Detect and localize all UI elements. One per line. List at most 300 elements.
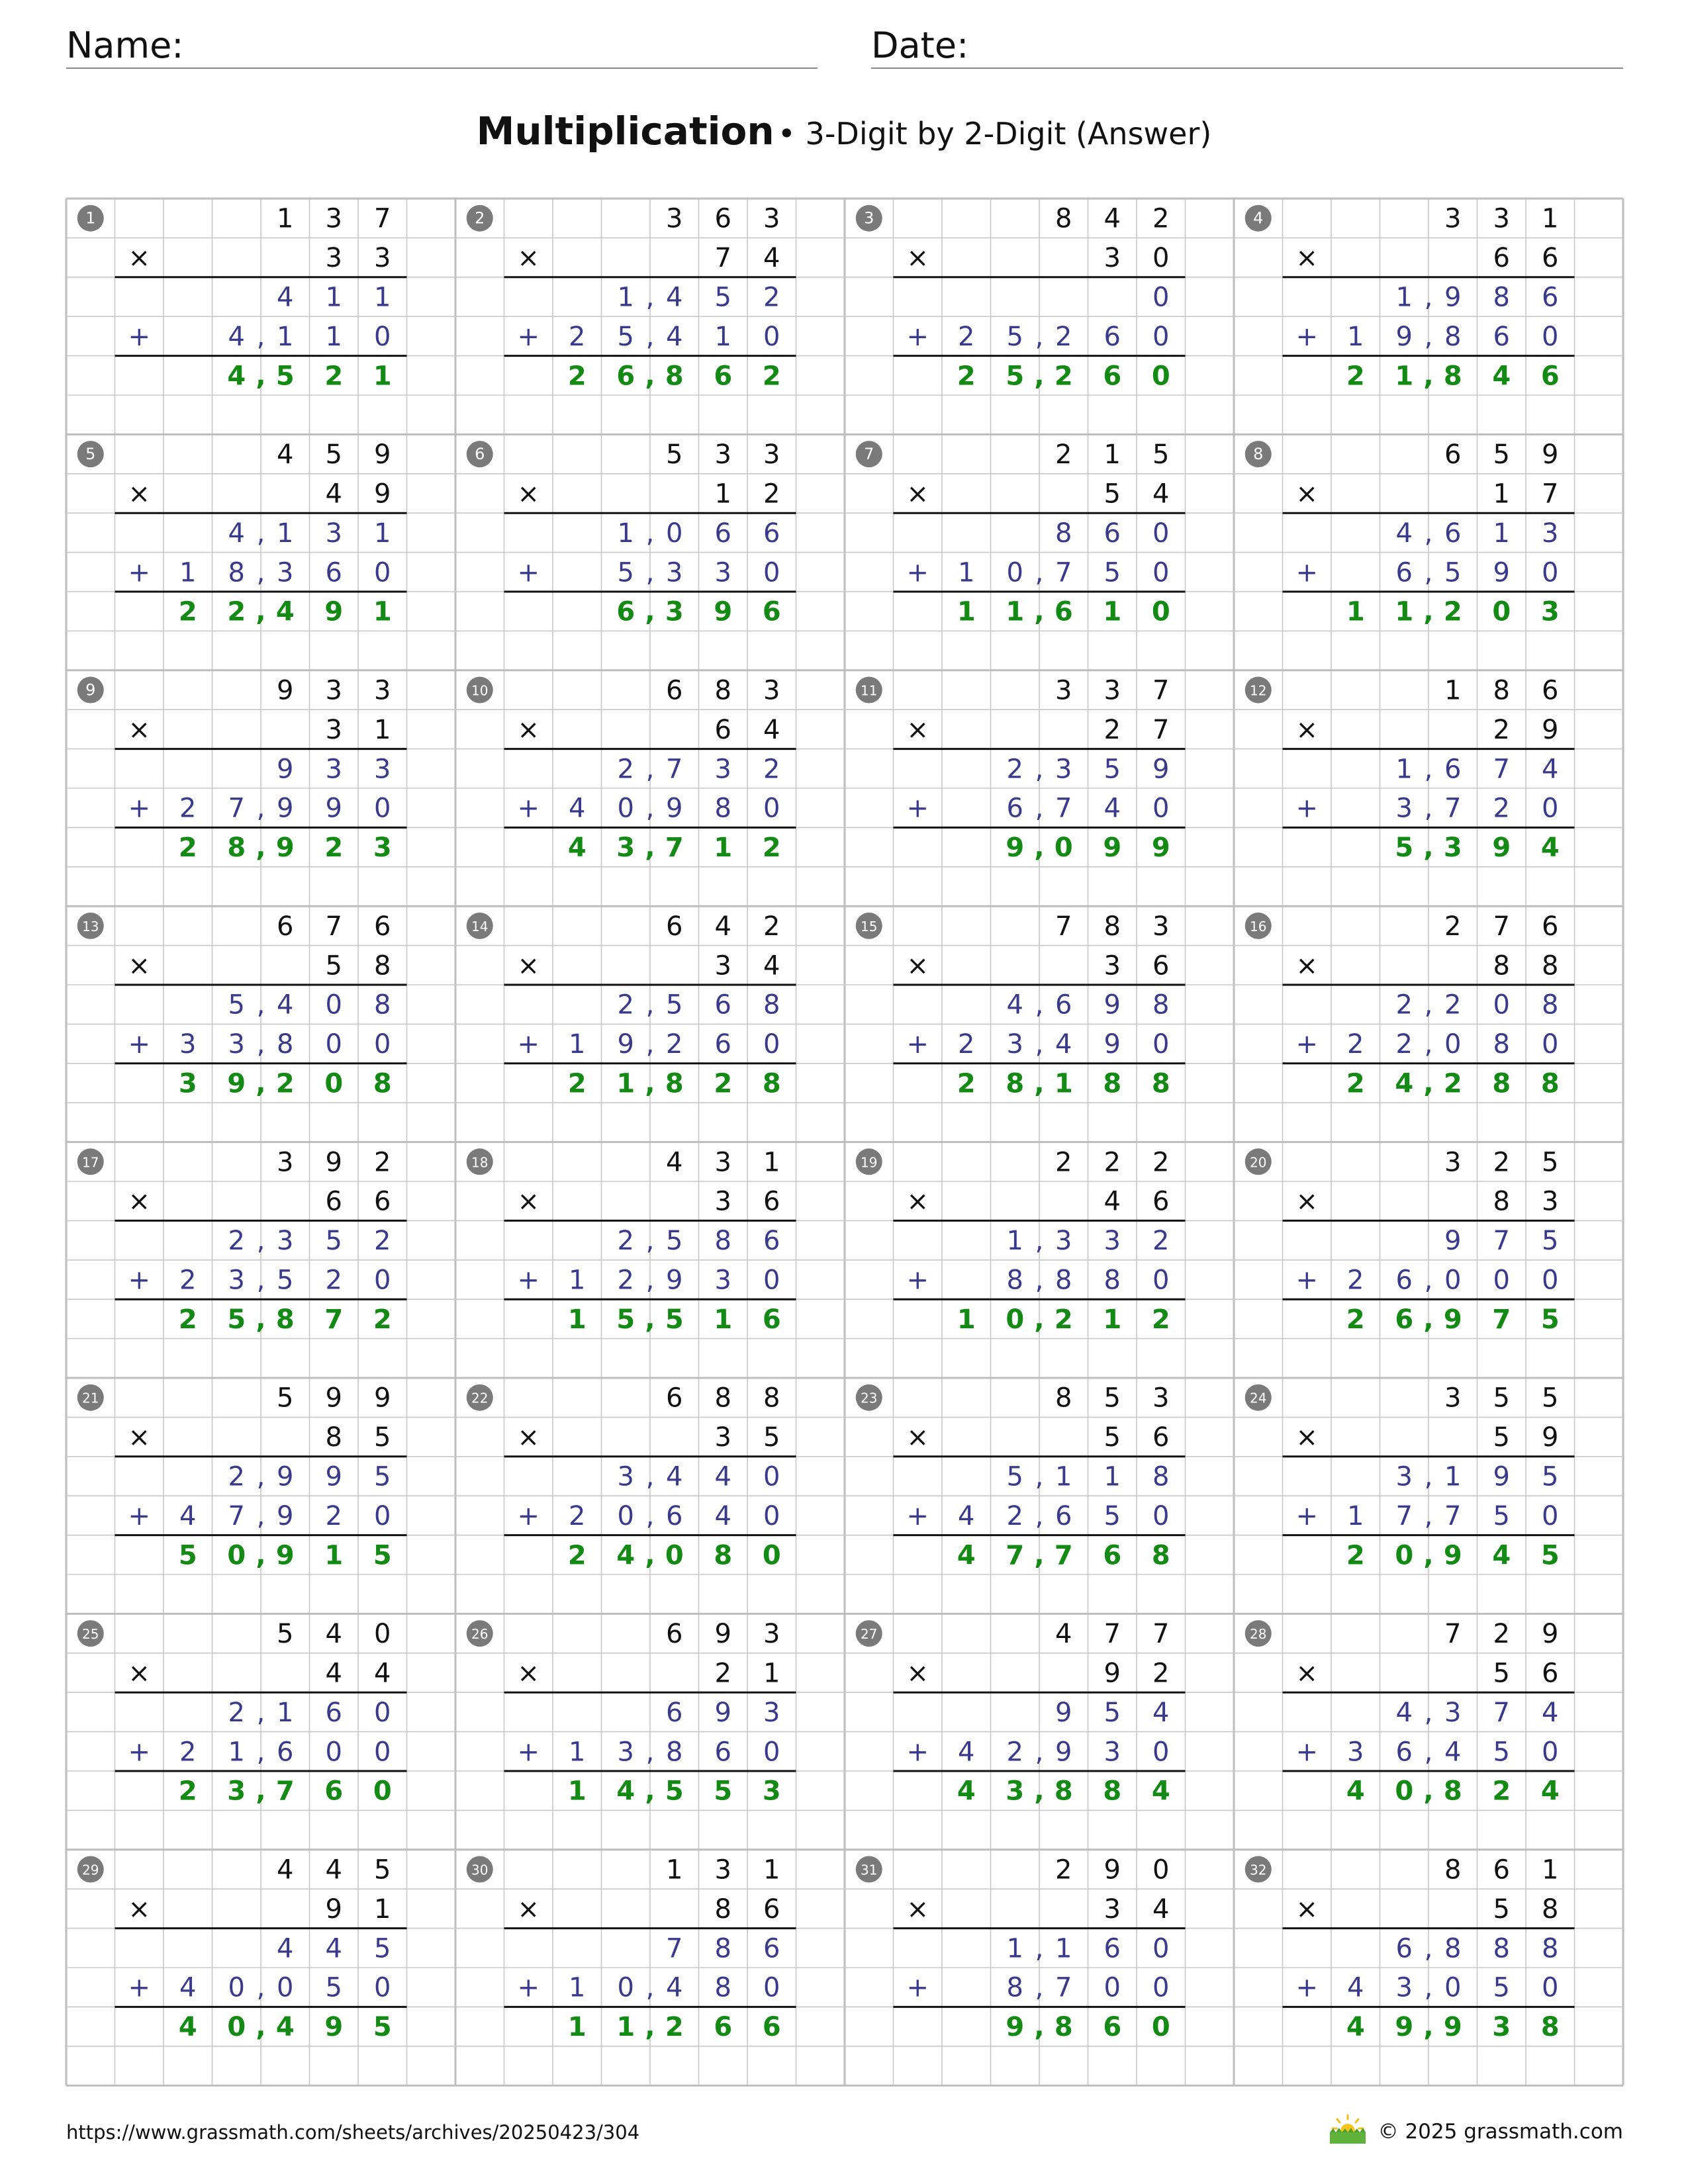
partial-product-digit: 2 bbox=[569, 1500, 586, 1531]
times-sign: × bbox=[1295, 1186, 1319, 1217]
answer-digit: 4 bbox=[957, 1776, 976, 1807]
multiplicand-digit: 3 bbox=[1152, 1383, 1170, 1414]
partial-product-digit-comma: , bbox=[645, 1972, 655, 2003]
answer-digit: 0 bbox=[324, 1068, 344, 1099]
partial-product-digit: 4 bbox=[958, 1737, 975, 1768]
partial-product-digit: 0 bbox=[1103, 1972, 1121, 2003]
answer-digit: 0 bbox=[1492, 596, 1511, 627]
multiplicand-digit: 3 bbox=[763, 675, 780, 706]
multiplicand-digit: 6 bbox=[666, 675, 683, 706]
partial-product-digit: 4 bbox=[179, 1972, 197, 2003]
multiplicand-digit: 2 bbox=[374, 1147, 391, 1178]
answer-digit: 2 bbox=[324, 361, 344, 392]
partial-product-digit: 7 bbox=[1493, 1697, 1510, 1728]
partial-product-digit: 0 bbox=[763, 1500, 780, 1531]
answer-digit: 9 bbox=[324, 596, 344, 627]
answer-digit: 1 bbox=[373, 361, 392, 392]
partial-product-digit: 5 bbox=[1493, 1972, 1510, 2003]
multiplicand-digit: 5 bbox=[1493, 439, 1510, 471]
answer-digit: 1 bbox=[373, 596, 392, 627]
answer-digit: 2 bbox=[665, 2012, 684, 2043]
multiplier-digit: 6 bbox=[1152, 950, 1170, 981]
answer-digit: 0 bbox=[1151, 2012, 1170, 2043]
answer-digit: 4 bbox=[1346, 2012, 1365, 2043]
multiplicand-digit: 6 bbox=[1444, 439, 1462, 471]
partial-product-digit: 4 bbox=[179, 1500, 197, 1531]
partial-product-digit: 2 bbox=[958, 321, 975, 352]
partial-product-digit: 4 bbox=[1152, 1697, 1170, 1728]
partial-product-digit: 0 bbox=[1152, 1933, 1170, 1964]
partial-product-digit: 8 bbox=[1006, 1265, 1023, 1296]
partial-product-digit: 7 bbox=[228, 1500, 245, 1531]
multiplier-digit: 6 bbox=[1152, 1186, 1170, 1217]
partial-product-digit: 6 bbox=[714, 1737, 731, 1768]
partial-product-digit: 7 bbox=[1493, 754, 1510, 785]
partial-product-digit: 2 bbox=[228, 1697, 245, 1728]
plus-sign: + bbox=[128, 793, 151, 824]
multiplier-digit: 3 bbox=[1103, 1893, 1121, 1925]
multiplicand-digit: 4 bbox=[325, 1854, 342, 1886]
times-sign: × bbox=[906, 243, 929, 274]
multiplier-digit: 5 bbox=[1493, 1658, 1510, 1689]
partial-product-digit: 0 bbox=[1542, 1737, 1559, 1768]
answer-digit: 7 bbox=[1492, 1304, 1511, 1335]
multiplicand-digit: 6 bbox=[374, 911, 391, 942]
answer-digit: 1 bbox=[714, 1304, 733, 1335]
plus-sign: + bbox=[128, 1737, 151, 1768]
multiplier-digit: 4 bbox=[325, 478, 342, 510]
partial-product-digit: 5 bbox=[325, 1972, 342, 2003]
answer-digit: 3 bbox=[373, 833, 392, 864]
partial-product-digit: 9 bbox=[1395, 321, 1413, 352]
answer-digit: 9 bbox=[275, 833, 295, 864]
multiplicand-digit: 1 bbox=[1542, 1854, 1559, 1886]
multiplicand-digit: 5 bbox=[277, 1619, 294, 1650]
multiplier-digit: 3 bbox=[325, 714, 342, 745]
partial-product-digit: 8 bbox=[666, 1737, 683, 1768]
times-sign: × bbox=[906, 950, 929, 981]
partial-product-digit-comma: , bbox=[256, 321, 265, 352]
partial-product-digit: 5 bbox=[1493, 1737, 1510, 1768]
problem-number: 23 bbox=[861, 1390, 878, 1406]
times-sign: × bbox=[517, 1893, 540, 1925]
partial-product-digit: 5 bbox=[1103, 1500, 1121, 1531]
partial-product-digit: 2 bbox=[666, 1029, 683, 1060]
partial-product-digit: 1 bbox=[179, 557, 197, 588]
answer-digit: 5 bbox=[616, 1304, 635, 1335]
partial-product-digit: 8 bbox=[1152, 989, 1170, 1021]
name-label: Name: bbox=[66, 24, 184, 66]
answer-digit: 2 bbox=[373, 1304, 392, 1335]
partial-product-digit: 5 bbox=[1103, 557, 1121, 588]
answer-digit: 1 bbox=[1103, 596, 1122, 627]
answer-digit: 5 bbox=[665, 1776, 684, 1807]
multiplicand-digit: 3 bbox=[1444, 203, 1462, 234]
plus-sign: + bbox=[128, 557, 151, 588]
partial-product-digit-comma: , bbox=[1035, 1737, 1044, 1768]
partial-product-digit: 3 bbox=[666, 557, 683, 588]
partial-product-digit: 0 bbox=[277, 1972, 294, 2003]
multiplier-digit: 5 bbox=[1493, 1422, 1510, 1453]
partial-product-digit: 0 bbox=[1152, 793, 1170, 824]
partial-product-digit-comma: , bbox=[1035, 1972, 1044, 2003]
multiplicand-digit: 2 bbox=[763, 911, 780, 942]
partial-product-digit: 0 bbox=[1493, 1265, 1510, 1296]
multiplicand-digit: 9 bbox=[1542, 439, 1559, 471]
times-sign: × bbox=[906, 1658, 929, 1689]
answer-digit: 5 bbox=[1540, 1540, 1560, 1571]
plus-sign: + bbox=[128, 1500, 151, 1531]
plus-sign: + bbox=[906, 793, 929, 824]
partial-product-digit: 8 bbox=[714, 793, 731, 824]
answer-digit: 2 bbox=[1346, 1304, 1365, 1335]
plus-sign: + bbox=[1295, 793, 1319, 824]
multiplier-digit: 9 bbox=[1103, 1658, 1121, 1689]
partial-product-digit: 4 bbox=[714, 1500, 731, 1531]
partial-product-digit: 6 bbox=[763, 1226, 780, 1257]
partial-product-digit: 6 bbox=[1542, 282, 1559, 313]
partial-product-digit: 2 bbox=[1395, 989, 1413, 1021]
partial-product-digit: 8 bbox=[1493, 282, 1510, 313]
plus-sign: + bbox=[517, 321, 540, 352]
multiplier-digit: 2 bbox=[714, 1658, 731, 1689]
answer-digit: 2 bbox=[1443, 596, 1462, 627]
answer-digit: 7 bbox=[665, 833, 684, 864]
answer-digit: 2 bbox=[1346, 1540, 1365, 1571]
answer-digit: 7 bbox=[275, 1776, 295, 1807]
answer-digit: 2 bbox=[178, 1776, 197, 1807]
partial-product-digit: 6 bbox=[1395, 557, 1413, 588]
partial-product-digit: 3 bbox=[1395, 793, 1413, 824]
times-sign: × bbox=[517, 1186, 540, 1217]
multiplier-digit: 6 bbox=[325, 1186, 342, 1217]
partial-product-digit: 2 bbox=[325, 1265, 342, 1296]
partial-product-digit: 4 bbox=[325, 1933, 342, 1964]
multiplier-digit: 4 bbox=[325, 1658, 342, 1689]
partial-product-digit: 9 bbox=[277, 1461, 294, 1492]
multiplicand-digit: 3 bbox=[714, 439, 731, 471]
answer-digit-comma: , bbox=[256, 1540, 266, 1571]
answer-digit: 2 bbox=[275, 1068, 295, 1099]
answer-digit: 2 bbox=[1492, 1776, 1511, 1807]
partial-product-digit: 0 bbox=[1152, 1029, 1170, 1060]
partial-product-digit: 8 bbox=[714, 1933, 731, 1964]
multiplier-digit: 2 bbox=[763, 478, 780, 510]
partial-product-digit: 4 bbox=[228, 321, 245, 352]
partial-product-digit: 6 bbox=[714, 518, 731, 549]
partial-product-digit: 2 bbox=[1006, 754, 1023, 785]
partial-product-digit: 0 bbox=[666, 518, 683, 549]
answer-digit: 5 bbox=[665, 1304, 684, 1335]
partial-product-digit-comma: , bbox=[645, 1265, 655, 1296]
answer-digit: 2 bbox=[324, 833, 344, 864]
partial-product-digit: 0 bbox=[325, 1029, 342, 1060]
answer-digit: 1 bbox=[1395, 361, 1414, 392]
partial-product-digit: 2 bbox=[1006, 1500, 1023, 1531]
answer-digit-comma: , bbox=[1423, 361, 1434, 392]
multiplicand-digit: 9 bbox=[1103, 1854, 1121, 1886]
plus-sign: + bbox=[517, 1029, 540, 1060]
multiplier-digit: 3 bbox=[714, 950, 731, 981]
times-sign: × bbox=[517, 243, 540, 274]
partial-product-digit: 5 bbox=[1006, 1461, 1023, 1492]
answer-digit: 8 bbox=[1540, 2012, 1560, 2043]
multiplicand-digit: 0 bbox=[374, 1619, 391, 1650]
multiplicand-digit: 0 bbox=[1152, 1854, 1170, 1886]
multiplicand-digit: 1 bbox=[1103, 439, 1121, 471]
partial-product-digit: 3 bbox=[714, 754, 731, 785]
multiplier-digit: 3 bbox=[714, 1186, 731, 1217]
partial-product-digit-comma: , bbox=[256, 557, 265, 588]
answer-digit-comma: , bbox=[1423, 1776, 1434, 1807]
partial-product-digit: 0 bbox=[228, 1972, 245, 2003]
times-sign: × bbox=[517, 478, 540, 510]
partial-product-digit-comma: , bbox=[645, 754, 655, 785]
multiplicand-digit: 7 bbox=[1152, 1619, 1170, 1650]
answer-digit: 0 bbox=[373, 1776, 392, 1807]
partial-product-digit: 2 bbox=[1395, 1029, 1413, 1060]
multiplicand-digit: 5 bbox=[277, 1383, 294, 1414]
multiplicand-digit: 6 bbox=[1493, 1854, 1510, 1886]
footer-url[interactable]: https://www.grassmath.com/sheets/archives/20250423/304 bbox=[66, 2121, 640, 2144]
multiplier-digit: 9 bbox=[1542, 1422, 1559, 1453]
partial-product-digit: 1 bbox=[228, 1737, 245, 1768]
answer-digit: 4 bbox=[1395, 1068, 1414, 1099]
answer-digit: 9 bbox=[227, 1068, 246, 1099]
answer-digit: 0 bbox=[1395, 1776, 1414, 1807]
partial-product-digit-comma: , bbox=[256, 1697, 265, 1728]
partial-product-digit: 8 bbox=[1055, 518, 1072, 549]
times-sign: × bbox=[517, 1422, 540, 1453]
times-sign: × bbox=[128, 478, 151, 510]
multiplier-digit: 6 bbox=[1493, 243, 1510, 274]
partial-product-digit: 3 bbox=[325, 518, 342, 549]
partial-product-digit: 2 bbox=[1347, 1265, 1364, 1296]
problem-number: 17 bbox=[82, 1154, 99, 1171]
partial-product-digit: 2 bbox=[1347, 1029, 1364, 1060]
multiplicand-digit: 4 bbox=[1103, 203, 1121, 234]
multiplicand-digit: 9 bbox=[374, 439, 391, 471]
answer-digit-comma: , bbox=[645, 361, 655, 392]
partial-product-digit: 9 bbox=[1055, 1737, 1072, 1768]
partial-product-digit: 0 bbox=[617, 793, 634, 824]
partial-product-digit: 9 bbox=[1444, 1226, 1462, 1257]
plus-sign: + bbox=[128, 1972, 151, 2003]
multiplicand-digit: 8 bbox=[1444, 1854, 1462, 1886]
partial-product-digit: 2 bbox=[763, 282, 780, 313]
problem-number: 16 bbox=[1250, 918, 1267, 934]
answer-digit: 9 bbox=[714, 596, 733, 627]
partial-product-digit: 6 bbox=[1395, 1265, 1413, 1296]
answer-digit: 8 bbox=[1151, 1540, 1170, 1571]
partial-product-digit: 0 bbox=[763, 793, 780, 824]
partial-product-digit: 0 bbox=[374, 321, 391, 352]
partial-product-digit: 0 bbox=[1006, 557, 1023, 588]
partial-product-digit-comma: , bbox=[1424, 557, 1433, 588]
answer-digit: 0 bbox=[762, 1540, 781, 1571]
partial-product-digit: 0 bbox=[617, 1972, 634, 2003]
partial-product-digit: 5 bbox=[617, 557, 634, 588]
partial-product-digit-comma: , bbox=[645, 282, 655, 313]
partial-product-digit: 6 bbox=[666, 1697, 683, 1728]
partial-product-digit: 7 bbox=[1493, 1226, 1510, 1257]
multiplier-digit: 4 bbox=[763, 714, 780, 745]
multiplicand-digit: 2 bbox=[1444, 911, 1462, 942]
partial-product-digit: 7 bbox=[1444, 1500, 1462, 1531]
multiplicand-digit: 3 bbox=[325, 203, 342, 234]
answer-digit-comma: , bbox=[645, 2012, 655, 2043]
partial-product-digit-comma: , bbox=[256, 1029, 265, 1060]
multiplicand-digit: 6 bbox=[1542, 911, 1559, 942]
partial-product-digit: 8 bbox=[1542, 989, 1559, 1021]
multiplicand-digit: 6 bbox=[666, 911, 683, 942]
answer-digit: 3 bbox=[1540, 596, 1560, 627]
partial-product-digit: 5 bbox=[1006, 321, 1023, 352]
partial-product-digit: 3 bbox=[1395, 1461, 1413, 1492]
partial-product-digit: 5 bbox=[714, 282, 731, 313]
plus-sign: + bbox=[906, 1029, 929, 1060]
partial-product-digit: 6 bbox=[1395, 1737, 1413, 1768]
partial-product-digit: 0 bbox=[374, 1265, 391, 1296]
partial-product-digit: 1 bbox=[714, 321, 731, 352]
partial-product-digit: 4 bbox=[666, 1972, 683, 2003]
answer-digit-comma: , bbox=[1423, 2012, 1434, 2043]
partial-product-digit: 2 bbox=[1055, 321, 1072, 352]
partial-product-digit: 2 bbox=[1444, 989, 1462, 1021]
answer-digit-comma: , bbox=[1034, 1776, 1045, 1807]
multiplicand-digit: 5 bbox=[1542, 1147, 1559, 1178]
partial-product-digit: 3 bbox=[1006, 1029, 1023, 1060]
partial-product-digit-comma: , bbox=[645, 1500, 655, 1531]
answer-digit: 0 bbox=[227, 1540, 246, 1571]
multiplier-digit: 1 bbox=[763, 1658, 780, 1689]
partial-product-digit-comma: , bbox=[645, 989, 655, 1021]
partial-product-digit: 4 bbox=[1542, 1697, 1559, 1728]
multiplicand-digit: 3 bbox=[714, 1147, 731, 1178]
multiplicand-digit: 5 bbox=[1493, 1383, 1510, 1414]
answer-digit: 3 bbox=[178, 1068, 197, 1099]
partial-product-digit: 2 bbox=[958, 1029, 975, 1060]
partial-product-digit: 3 bbox=[1347, 1737, 1364, 1768]
partial-product-digit: 0 bbox=[763, 321, 780, 352]
footer-copyright: © 2025 grassmath.com bbox=[1378, 2120, 1623, 2144]
partial-product-digit-comma: , bbox=[1424, 1972, 1433, 2003]
times-sign: × bbox=[128, 243, 151, 274]
plus-sign: + bbox=[128, 321, 151, 352]
partial-product-digit: 2 bbox=[569, 321, 586, 352]
grassmath-sun-logo-icon bbox=[1327, 2113, 1368, 2146]
partial-product-digit: 0 bbox=[325, 1737, 342, 1768]
problem-number: 31 bbox=[861, 1862, 878, 1878]
partial-product-digit: 1 bbox=[1006, 1933, 1023, 1964]
partial-product-digit: 7 bbox=[1055, 557, 1072, 588]
plus-sign: + bbox=[906, 1972, 929, 2003]
answer-digit: 7 bbox=[1006, 1540, 1025, 1571]
partial-product-digit: 0 bbox=[617, 1500, 634, 1531]
answer-digit: 4 bbox=[1540, 833, 1560, 864]
partial-product-digit: 1 bbox=[325, 282, 342, 313]
plus-sign: + bbox=[906, 1500, 929, 1531]
plus-sign: + bbox=[517, 1500, 540, 1531]
problem-number: 10 bbox=[471, 682, 489, 699]
answer-digit: 8 bbox=[762, 1068, 781, 1099]
partial-product-digit: 1 bbox=[325, 321, 342, 352]
multiplier-digit: 8 bbox=[1493, 1186, 1510, 1217]
partial-product-digit-comma: , bbox=[645, 793, 655, 824]
partial-product-digit-comma: , bbox=[1035, 989, 1044, 1021]
multiplicand-digit: 2 bbox=[1103, 1147, 1121, 1178]
partial-product-digit-comma: , bbox=[256, 1737, 265, 1768]
answer-digit: 4 bbox=[1151, 1776, 1170, 1807]
answer-digit: 8 bbox=[275, 1304, 295, 1335]
plus-sign: + bbox=[517, 793, 540, 824]
partial-product-digit: 6 bbox=[1444, 518, 1462, 549]
partial-product-digit: 3 bbox=[617, 1737, 634, 1768]
multiplier-digit: 6 bbox=[1542, 1658, 1559, 1689]
partial-product-digit: 0 bbox=[1542, 1500, 1559, 1531]
answer-digit: 8 bbox=[1054, 2012, 1073, 2043]
partial-product-digit-comma: , bbox=[1035, 1265, 1044, 1296]
answer-digit-comma: , bbox=[1034, 1540, 1045, 1571]
answer-digit: 2 bbox=[1151, 1304, 1170, 1335]
answer-digit: 5 bbox=[275, 361, 295, 392]
answer-digit: 6 bbox=[762, 2012, 781, 2043]
answer-digit: 1 bbox=[1054, 1068, 1073, 1099]
multiplicand-digit: 4 bbox=[1055, 1619, 1072, 1650]
partial-product-digit: 1 bbox=[569, 1029, 586, 1060]
partial-product-digit: 2 bbox=[228, 1461, 245, 1492]
partial-product-digit: 8 bbox=[714, 1972, 731, 2003]
problem-number: 4 bbox=[1253, 208, 1264, 228]
partial-product-digit: 4 bbox=[666, 321, 683, 352]
answer-digit: 1 bbox=[1395, 596, 1414, 627]
multiplicand-digit: 7 bbox=[1055, 911, 1072, 942]
partial-product-digit: 0 bbox=[1444, 1972, 1462, 2003]
partial-product-digit: 3 bbox=[277, 557, 294, 588]
answer-digit: 3 bbox=[762, 1776, 781, 1807]
date-label: Date: bbox=[871, 24, 969, 66]
answer-digit: 6 bbox=[762, 1304, 781, 1335]
problem-number: 22 bbox=[471, 1390, 489, 1406]
partial-product-digit: 0 bbox=[374, 557, 391, 588]
partial-product-digit: 0 bbox=[1152, 282, 1170, 313]
partial-product-digit-comma: , bbox=[645, 321, 655, 352]
answer-digit-comma: , bbox=[645, 1304, 655, 1335]
answer-digit: 5 bbox=[1006, 361, 1025, 392]
partial-product-digit: 4 bbox=[666, 282, 683, 313]
partial-product-digit: 1 bbox=[277, 1697, 294, 1728]
times-sign: × bbox=[1295, 1422, 1319, 1453]
answer-digit: 2 bbox=[178, 596, 197, 627]
answer-digit: 2 bbox=[567, 1540, 586, 1571]
multiplicand-digit: 1 bbox=[1444, 675, 1462, 706]
multiplicand-digit: 5 bbox=[1103, 1383, 1121, 1414]
times-sign: × bbox=[517, 1658, 540, 1689]
multiplier-digit: 9 bbox=[1542, 714, 1559, 745]
answer-digit: 8 bbox=[1151, 1068, 1170, 1099]
partial-product-digit: 9 bbox=[277, 1500, 294, 1531]
multiplier-digit: 0 bbox=[1152, 243, 1170, 274]
partial-product-digit: 2 bbox=[617, 1226, 634, 1257]
partial-product-digit: 3 bbox=[763, 1697, 780, 1728]
partial-product-digit: 0 bbox=[374, 793, 391, 824]
partial-product-digit: 1 bbox=[569, 1265, 586, 1296]
partial-product-digit: 0 bbox=[1542, 793, 1559, 824]
partial-product-digit: 3 bbox=[1055, 1226, 1072, 1257]
answer-digit: 1 bbox=[1006, 596, 1025, 627]
multiplier-digit: 1 bbox=[1493, 478, 1510, 510]
answer-digit-comma: , bbox=[1034, 1068, 1045, 1099]
